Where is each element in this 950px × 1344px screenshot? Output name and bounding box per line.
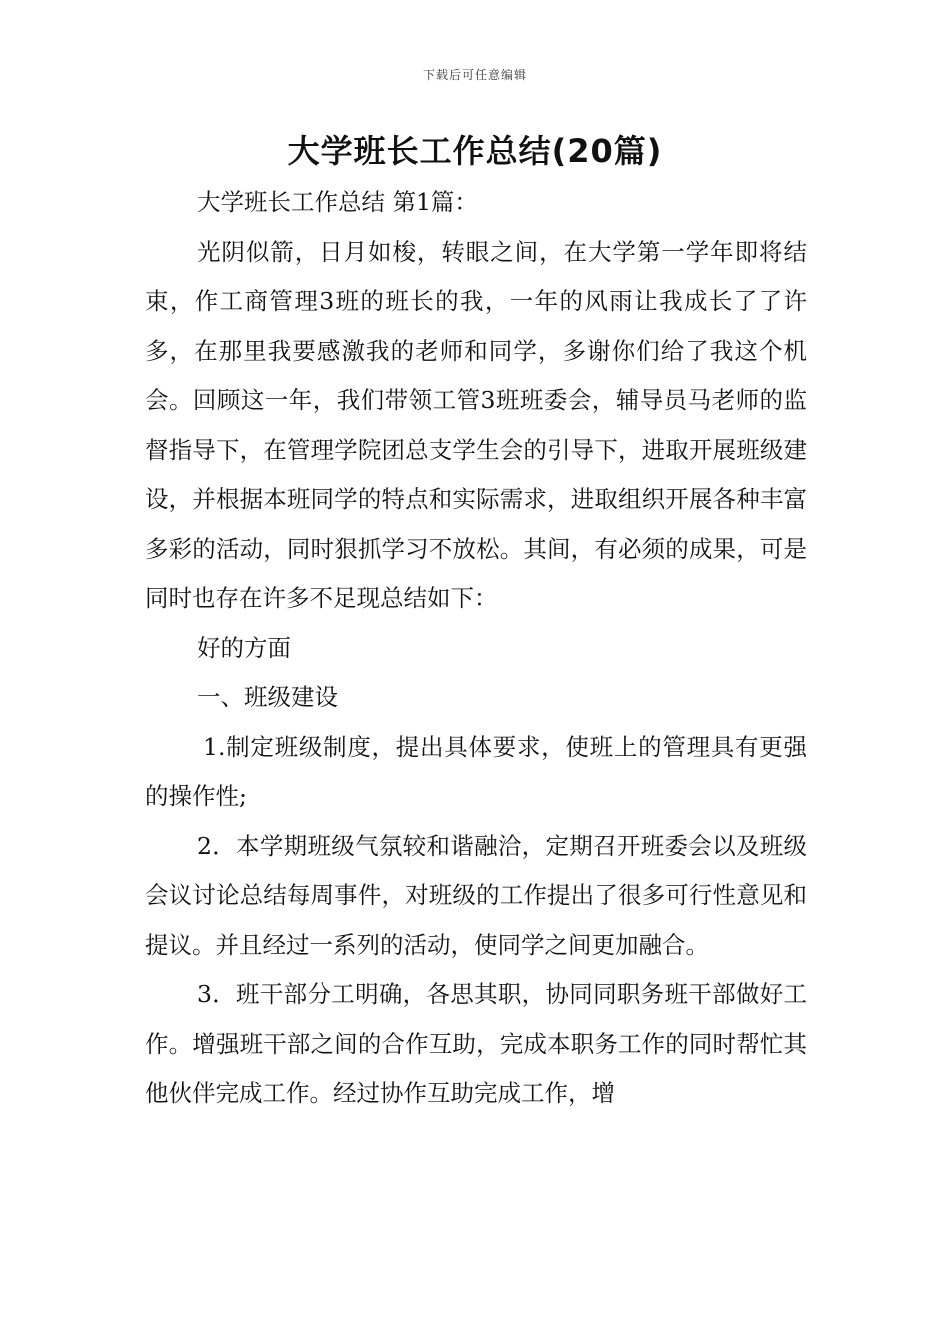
list-item: 2．本学期班级气氛较和谐融洽，定期召开班委会以及班级会议讨论总结每周事件，对班级的工作提出了很多可行性意见和提议。并且经过一系列的活动，使同学之间更加融合。: [145, 831, 807, 959]
header-note: 下载后可任意编辑: [422, 68, 527, 82]
subheading: 一、班级建设: [197, 683, 338, 711]
list-item: 1.制定班级制度，提出具体要求，使班上的管理具有更强的操作性;: [145, 732, 807, 810]
section-heading: 大学班长工作总结 第1篇：: [197, 188, 478, 216]
paragraph: 光阴似箭，日月如梭，转眼之间，在大学第一学年即将结束，作工商管理3班的班长的我，一年的风雨让我成长了了许多，在那里我要感激我的老师和同学，多谢你们给了我这个机会。回顾这一年，我们带领工管3班班委会，辅导员马老师的监督指导下，在管理学院团总支学生会的引导下，进取开展班级建设，并根据本班同学的特点和实际需求，进取组织开展各种丰富多彩的活动，同时狠抓学习不放松。其间，有必须的成果，可是同时也存在许多不足现总结如下：: [145, 237, 807, 612]
list-item: 3．班干部分工明确，各思其职，协同同职务班干部做好工作。增强班干部之间的合作互助，完成本职务工作的同时帮忙其他伙伴完成工作。经过协作互助完成工作，增: [145, 980, 807, 1107]
subheading: 好的方面: [197, 633, 291, 662]
document-body: [145, 178, 807, 1119]
document-title: 大学班长工作总结(20篇): [287, 132, 663, 170]
